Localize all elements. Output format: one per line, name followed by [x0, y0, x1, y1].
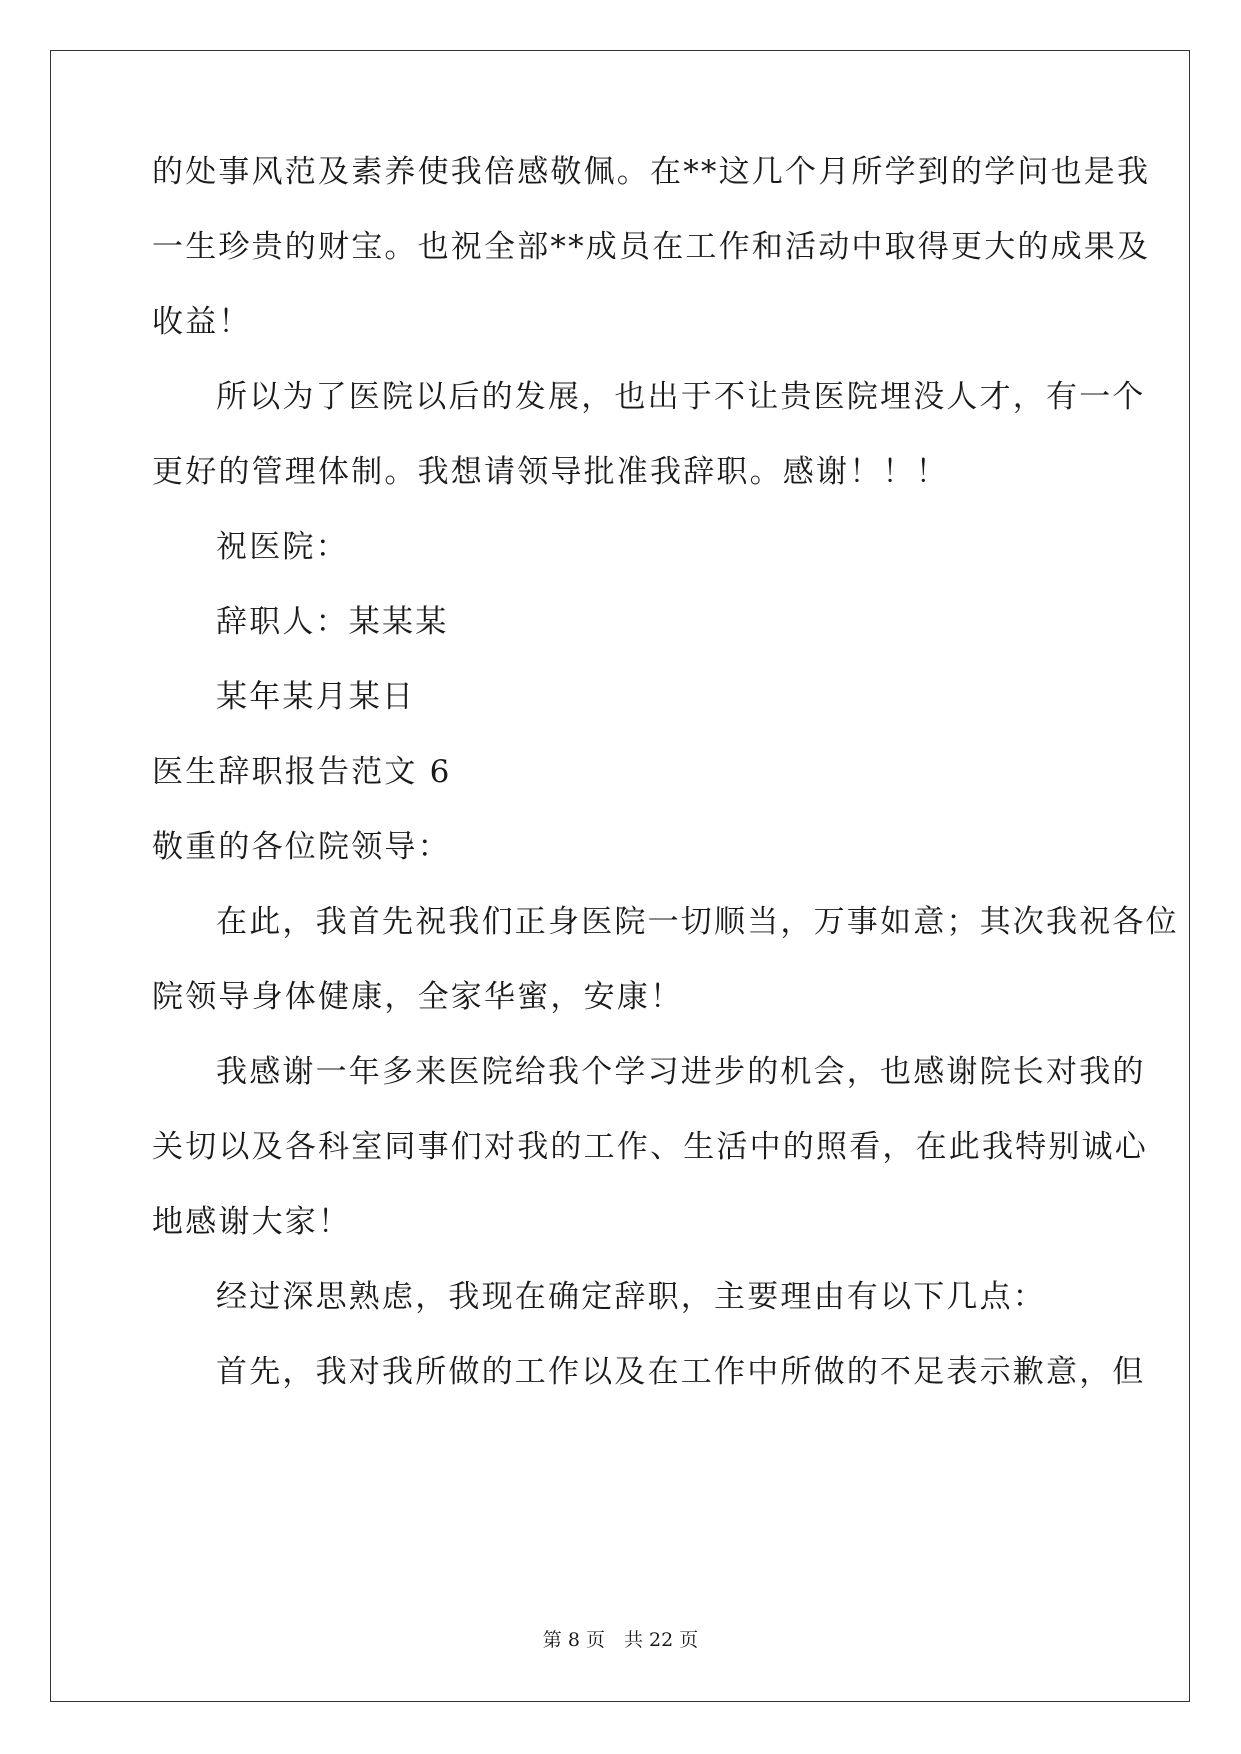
body-text-line: 首先，我对我所做的工作以及在工作中所做的不足表示歉意，但 — [216, 1354, 1146, 1390]
page-number-footer: 第 8 页 共 22 页 — [542, 1629, 699, 1651]
body-text-line: 院领导身体健康，全家华蜜，安康！ — [152, 979, 684, 1015]
body-text-line: 地感谢大家！ — [152, 1204, 352, 1240]
body-text-line: 我感谢一年多来医院给我个学习进步的机会，也感谢院长对我的 — [216, 1054, 1146, 1090]
body-text-line: 一生珍贵的财宝。也祝全部**成员在工作和活动中取得更大的成果及 — [152, 229, 1151, 265]
closing-salutation: 祝医院： — [216, 529, 349, 565]
body-text-line: 所以为了医院以后的发展，也出于不让贵医院埋没人才，有一个 — [216, 379, 1146, 415]
body-text-line: 关切以及各科室同事们对我的工作、生活中的照看，在此我特别诚心 — [152, 1129, 1148, 1165]
body-text-line: 的处事风范及素养使我倍感敬佩。在**这几个月所学到的学问也是我 — [152, 154, 1151, 190]
body-text-line: 收益！ — [152, 304, 252, 340]
signature-line: 辞职人：某某某 — [216, 604, 449, 640]
salutation: 敬重的各位院领导： — [152, 829, 451, 865]
body-text-line: 更好的管理体制。我想请领导批准我辞职。感谢！！！ — [152, 454, 949, 490]
body-text-line: 经过深思熟虑，我现在确定辞职，主要理由有以下几点： — [216, 1279, 1046, 1315]
body-text-line: 在此，我首先祝我们正身医院一切顺当，万事如意；其次我祝各位 — [216, 904, 1179, 940]
date-line: 某年某月某日 — [216, 679, 416, 715]
section-heading: 医生辞职报告范文 6 — [152, 754, 452, 790]
page-border — [50, 50, 1190, 1702]
